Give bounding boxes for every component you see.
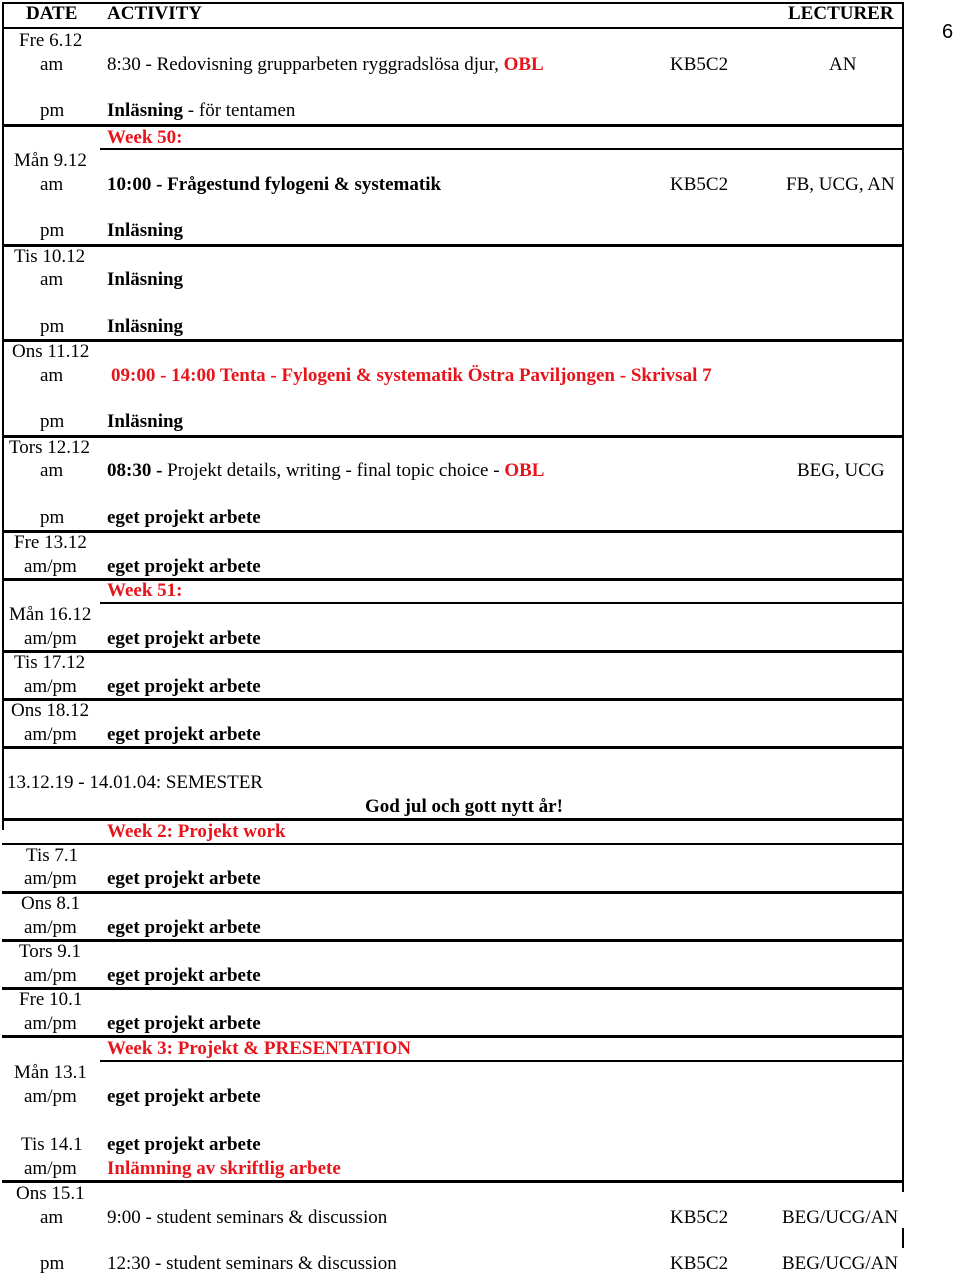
activity-cell: eget projekt arbete — [107, 1086, 261, 1107]
period-cell: pm — [40, 220, 65, 241]
semester-note: 13.12.19 - 14.01.04: SEMESTER — [7, 772, 263, 793]
date-cell: Fre 10.1 — [19, 989, 83, 1010]
activity-cell: eget projekt arbete — [107, 556, 261, 577]
row-divider — [100, 602, 904, 604]
row-divider — [2, 987, 904, 990]
row-divider — [2, 891, 904, 894]
period-cell: pm — [40, 507, 65, 528]
period-cell: am — [40, 174, 64, 195]
row-divider — [2, 530, 904, 533]
row-divider — [100, 1060, 904, 1062]
date-cell: Ons 8.1 — [21, 893, 81, 914]
lecturer-cell: BEG, UCG — [797, 460, 885, 481]
header-bottom-border — [2, 27, 904, 29]
date-cell: Tors 12.12 — [9, 437, 91, 458]
date-cell: Mån 13.1 — [14, 1062, 87, 1083]
activity-cell: eget projekt arbete — [107, 965, 261, 986]
period-cell: am/pm — [24, 556, 77, 577]
week-heading: Week 51: — [107, 580, 183, 601]
activity-cell: eget projekt arbete — [107, 507, 261, 528]
activity-cell: 08:30 - Projekt details, writing - final topic choice - OBL — [107, 460, 545, 481]
header-lecturer: LECTURER — [788, 3, 894, 24]
activity-cell: 9:00 - student seminars & discussion — [107, 1207, 388, 1228]
period-cell: am/pm — [24, 1086, 77, 1107]
activity-cell: Inläsning — [107, 269, 184, 290]
activity-cell: eget projekt arbete — [107, 1013, 261, 1034]
period-cell: pm — [40, 316, 65, 337]
activity-cell: 10:00 - Frågestund fylogeni & systematik — [107, 174, 442, 195]
row-divider — [2, 650, 904, 653]
week-heading: Week 2: Projekt work — [107, 821, 286, 842]
activity-cell: eget projekt arbete — [107, 1134, 261, 1155]
submission-activity: Inlämning av skriftlig arbete — [107, 1158, 341, 1179]
activity-cell: Inläsning - för tentamen — [107, 100, 296, 121]
period-cell: am/pm — [24, 628, 77, 649]
lecturer-cell: AN — [829, 54, 857, 75]
date-cell: Mån 16.12 — [9, 604, 92, 625]
row-divider — [902, 1228, 904, 1248]
period-cell: am/pm — [24, 868, 77, 889]
greeting: God jul och gott nytt år! — [365, 796, 563, 817]
row-divider — [2, 435, 904, 438]
row-divider — [2, 746, 904, 749]
week-heading: Week 3: Projekt & PRESENTATION — [107, 1038, 411, 1059]
activity-cell: eget projekt arbete — [107, 868, 261, 889]
period-cell: am — [40, 365, 64, 386]
lecturer-cell: BEG/UCG/AN — [782, 1207, 899, 1228]
activity-cell: Inläsning — [107, 316, 184, 337]
row-divider — [2, 698, 904, 701]
obl-marker: OBL — [504, 460, 545, 481]
lecturer-cell: BEG/UCG/AN — [782, 1253, 899, 1274]
exam-activity: 09:00 - 14:00 Tenta - Fylogeni & systematik Östra Paviljongen - Skrivsal 7 — [111, 365, 712, 386]
room-cell: KB5C2 — [670, 1207, 729, 1228]
row-divider — [2, 843, 904, 845]
period-cell: am/pm — [24, 1013, 77, 1034]
activity-cell: eget projekt arbete — [107, 628, 261, 649]
row-divider — [2, 339, 904, 342]
period-cell: am/pm — [24, 676, 77, 697]
period-cell: am — [40, 54, 64, 75]
row-divider — [2, 1180, 904, 1183]
activity-cell: 8:30 - Redovisning grupparbeten ryggradslösa djur, OBL — [107, 54, 544, 75]
date-cell: Fre 6.12 — [19, 30, 83, 51]
period-cell: pm — [40, 100, 65, 121]
period-cell: am/pm — [24, 1158, 77, 1179]
date-cell: Ons 11.12 — [12, 341, 90, 362]
row-divider — [2, 939, 904, 942]
period-cell: pm — [40, 411, 65, 432]
room-cell: KB5C2 — [670, 1253, 729, 1274]
period-cell: am/pm — [24, 724, 77, 745]
date-cell: Mån 9.12 — [14, 150, 87, 171]
room-cell: KB5C2 — [670, 174, 729, 195]
activity-cell: Inläsning — [107, 411, 184, 432]
activity-cell: eget projekt arbete — [107, 724, 261, 745]
activity-cell: eget projekt arbete — [107, 676, 261, 697]
week-heading: Week 50: — [107, 127, 183, 148]
period-cell: am — [40, 460, 64, 481]
page-number: 6 — [942, 21, 954, 43]
row-divider — [100, 148, 904, 150]
header-date: DATE — [26, 3, 78, 24]
period-cell: am/pm — [24, 917, 77, 938]
room-cell: KB5C2 — [670, 54, 729, 75]
activity-cell: Inläsning — [107, 220, 184, 241]
header-activity: ACTIVITY — [107, 3, 203, 24]
activity-cell: 12:30 - student seminars & discussion — [107, 1253, 397, 1274]
date-cell: Tors 9.1 — [19, 941, 82, 962]
date-cell: Ons 15.1 — [16, 1183, 85, 1204]
activity-cell: eget projekt arbete — [107, 917, 261, 938]
period-cell: am/pm — [24, 965, 77, 986]
date-cell: Ons 18.12 — [11, 700, 90, 721]
lecturer-cell: FB, UCG, AN — [786, 174, 895, 195]
period-cell: am — [40, 1207, 64, 1228]
date-cell: Tis 10.12 — [14, 246, 86, 267]
date-cell: Fre 13.12 — [14, 532, 87, 553]
row-divider — [2, 244, 904, 247]
date-cell: Tis 14.1 — [21, 1134, 83, 1155]
period-cell: am — [40, 269, 64, 290]
obl-marker: OBL — [503, 54, 544, 75]
period-cell: pm — [40, 1253, 65, 1274]
date-cell: Tis 7.1 — [26, 845, 79, 866]
table-right-border — [902, 2, 904, 1192]
date-cell: Tis 17.12 — [14, 652, 86, 673]
